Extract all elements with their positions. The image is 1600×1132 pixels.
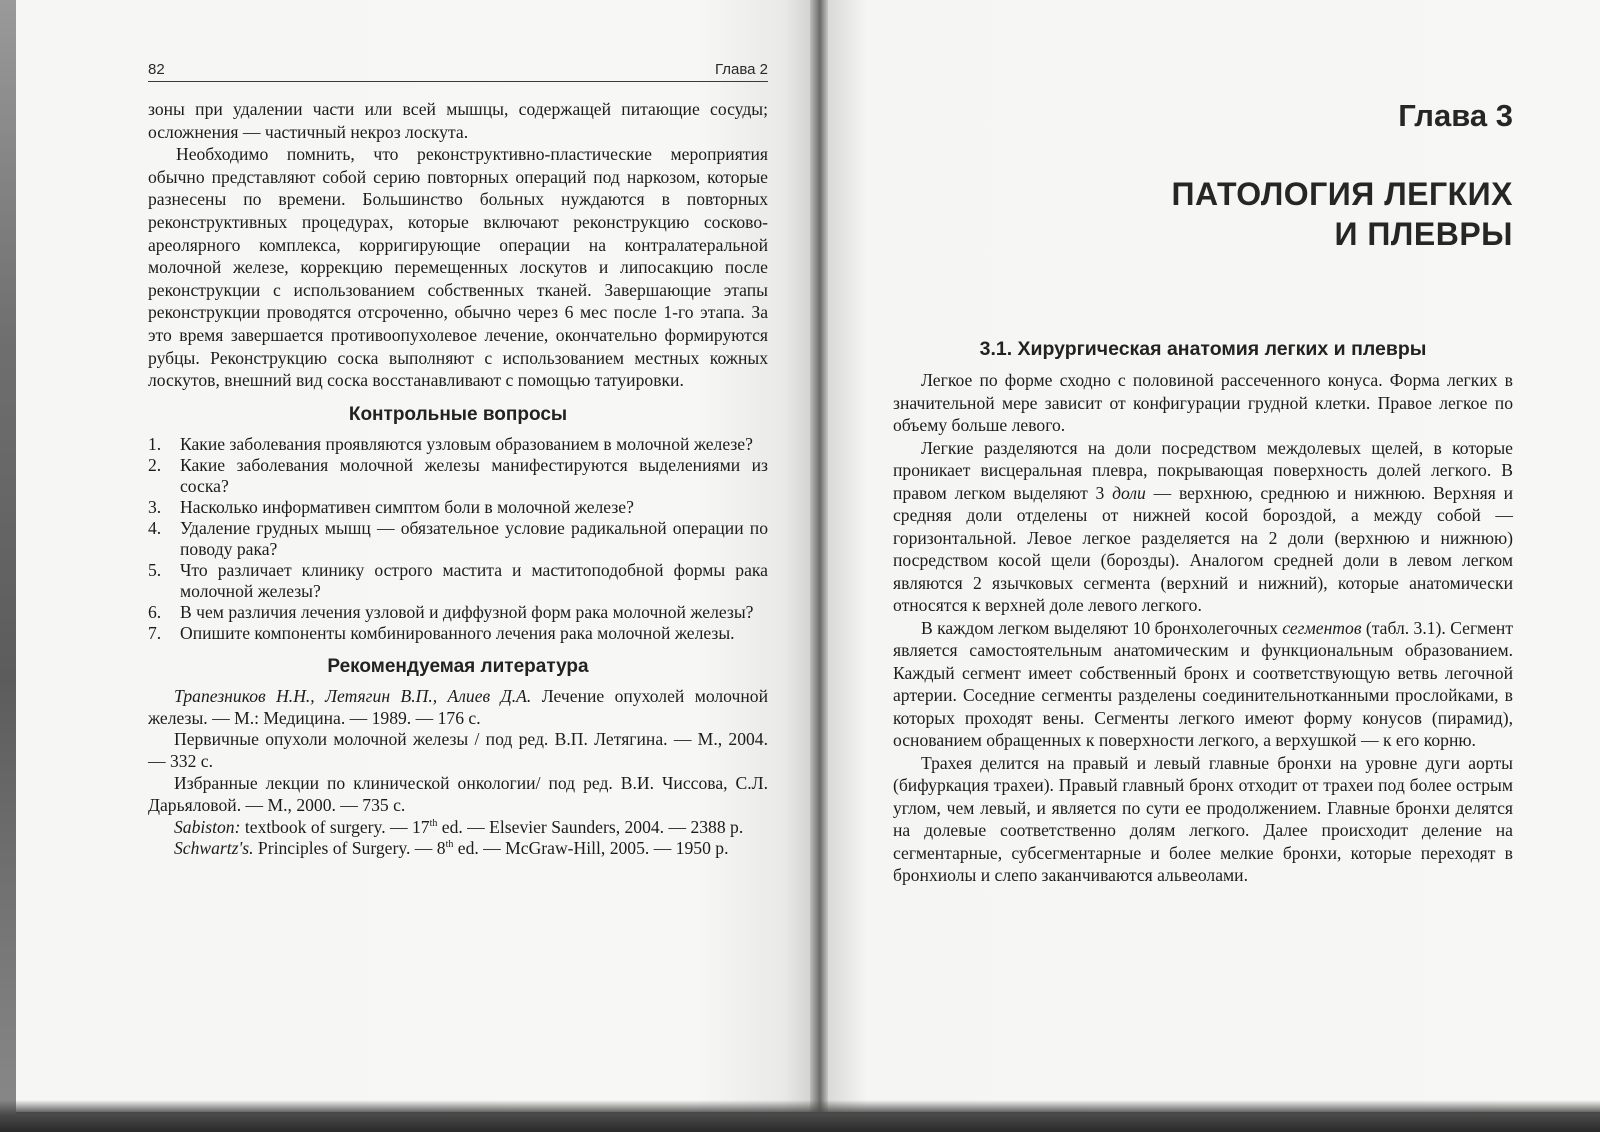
list-item: [148, 455, 768, 497]
list-item: [148, 560, 768, 602]
text-run: В каждом легком выделяют 10 бронхолегочных: [921, 617, 1283, 638]
list-number: 4.: [148, 517, 162, 538]
questions-heading: Контрольные вопросы: [348, 403, 568, 425]
list-text: Что различает клинику острого мастита и маститоподобной формы рака молочной железы?: [180, 559, 768, 601]
paragraph: [893, 437, 1513, 617]
list-text: Удаление грудных мышц — обязательное условие радикальной операции по поводу рака?: [180, 517, 768, 559]
literature-entry: [148, 838, 768, 860]
list-text: Какие заболевания проявляются узловым образованием в молочной железе?: [180, 433, 753, 454]
list-text: Насколько информативен симптом боли в молочной железе?: [180, 496, 634, 517]
literature-author: Schwartz's.: [174, 838, 254, 859]
questions-list: [148, 434, 768, 644]
list-number: 3.: [148, 496, 162, 517]
paragraph: Легкое по форме сходно с половиной рассеченного конуса. Форма легких в значительной мере зависит от конфигурации грудной клетки. Правое легкое по объему больше левого.: [893, 370, 1513, 435]
page-number: 82: [148, 61, 165, 78]
literature-text: textbook of surgery. — 17: [240, 816, 430, 837]
literature-entry: [148, 686, 768, 730]
italic-term: доли: [1112, 482, 1146, 503]
literature-entry: [148, 817, 768, 839]
superscript: th: [445, 839, 454, 851]
literature-author: Sabiston:: [174, 816, 241, 837]
list-item: [148, 497, 768, 518]
paragraph: зоны при удалении части или всей мышцы, содержащей питающие сосуды; осложнения — частичный некроз лоскута.: [148, 99, 768, 142]
scan-edge: [0, 0, 16, 1132]
list-item: [148, 602, 768, 623]
list-text: В чем различия лечения узловой и диффузной форм рака молочной железы?: [180, 601, 754, 622]
literature-text: ed. — McGraw-Hill, 2005. — 1950 p.: [453, 838, 729, 859]
running-head-chapter: Глава 2: [714, 61, 768, 78]
text-run: Легкие разделяются на доли посредством междолевых щелей, в которые проникает висцеральная плевра, покрывающая поверхность долей легкого. В правом легком выделяют 3: [893, 437, 1513, 503]
list-number: 2.: [148, 454, 162, 475]
list-text: Опишите компоненты комбинированного лечения рака молочной железы.: [180, 622, 735, 643]
literature-text: Первичные опухоли молочной железы / под ред. В.П. Летягина. — М., 2004. — 332 с.: [148, 729, 768, 772]
literature-text: ed. — Elsevier Saunders, 2004. — 2388 p.: [437, 816, 744, 837]
list-number: 5.: [148, 559, 162, 580]
text-run: (табл. 3.1). Сегмент является самостоятельным анатомическим и функциональным образованием. Каждый сегмент имеет собственный бронх и соответствующую ветвь легочной артерии. Соседние сегменты разделены соединительнотканными прослойками, в которых проходят вены. Сегменты легкого имеют форму конусов (пирамид), основанием обращенных к поверхности легкого, а верхушкой — к его корню.: [893, 617, 1514, 750]
chapter-label: Глава 3: [1398, 98, 1513, 133]
chapter-title: [893, 174, 1513, 254]
literature-author: Трапезников Н.Н., Летягин В.П., Алиев Д.А.: [174, 685, 532, 706]
literature-text: Principles of Surgery. — 8: [253, 838, 446, 859]
list-number: 1.: [148, 433, 162, 454]
left-page-content: [148, 56, 768, 860]
chapter-title-line: ПАТОЛОГИЯ ЛЕГКИХ: [1171, 176, 1513, 212]
literature-text: Лечение опухолей молочной железы. — М.: Медицина. — 1989. — 176 с.: [148, 685, 768, 728]
text-run: — верхнюю, среднюю и нижнюю. Верхняя и средняя доли отделены от нижней косой бороздой, а между собой — горизонтальной. Левое легкое разделяется на 2 доли (верхнюю и нижнюю) посредством косой щели (борозды). Аналогом средней доли в левом легком являются 2 язычковых сегмента (верхний и нижний), которые анатомически относятся к верхней доле левого легкого.: [893, 482, 1513, 615]
literature-entry: [148, 729, 768, 773]
list-number: 6.: [148, 601, 162, 622]
list-item: [148, 518, 768, 560]
paragraph: Необходимо помнить, что реконструктивно-пластические мероприятия обычно представляют собой серию повторных операций под наркозом, которые разнесены по времени. Большинство больных нуждаются в повторных реконструктивных процедурах, которые включают реконструкцию сосково-ареолярного комплекса, корригирующие операции на контралатеральной молочной железе, коррекцию перемещенных лоскутов и липосакцию после реконструкции с использованием собственных тканей. Завершающие этапы реконструкции проводятся отсроченно, обычно через 6 мес после 1-го этапа. За это время завершается противоопухолевое лечение, окончательно формируются рубцы. Реконструкцию соска выполняют с использованием местных кожных лоскутов, внешний вид соска восстанавливают с помощью татуировки.: [148, 144, 768, 391]
book-gutter: [810, 0, 828, 1112]
section-heading: 3.1. Хирургическая анатомия легких и плевры: [979, 338, 1427, 360]
running-head: [148, 56, 768, 82]
paragraph: [893, 617, 1513, 752]
literature-list: [148, 686, 768, 860]
literature-text: Избранные лекции по клинической онкологии/ под ред. В.И. Чиссова, С.Л. Дарьяловой. — М., 2000. — 735 с.: [148, 772, 768, 815]
chapter-title-line: И ПЛЕВРЫ: [1334, 216, 1513, 252]
list-item: [148, 434, 768, 455]
list-text: Какие заболевания молочной железы манифестируются выделениями из соска?: [180, 454, 768, 496]
italic-term: сегментов: [1282, 617, 1362, 638]
literature-entry: [148, 773, 768, 817]
superscript: th: [429, 817, 438, 829]
literature-heading: Рекомендуемая литература: [327, 655, 589, 677]
scan-bottom-edge: [0, 1100, 1600, 1132]
paragraph: Трахея делится на правый и левый главные бронхи на уровне дуги аорты (бифуркация трахеи). Правый главный бронх отходит от трахеи под более острым углом, чем левый, и является по сути ее продолжением. Главные бронхи делятся на долевые соответственно долям легкого. Далее происходит деление на сегментарные, субсегментарные и более мелкие бронхи, которые переходят в бронхиолы и слепо заканчиваются альвеолами.: [893, 752, 1513, 885]
right-page-content: [893, 98, 1513, 887]
list-item: [148, 623, 768, 644]
list-number: 7.: [148, 622, 162, 643]
